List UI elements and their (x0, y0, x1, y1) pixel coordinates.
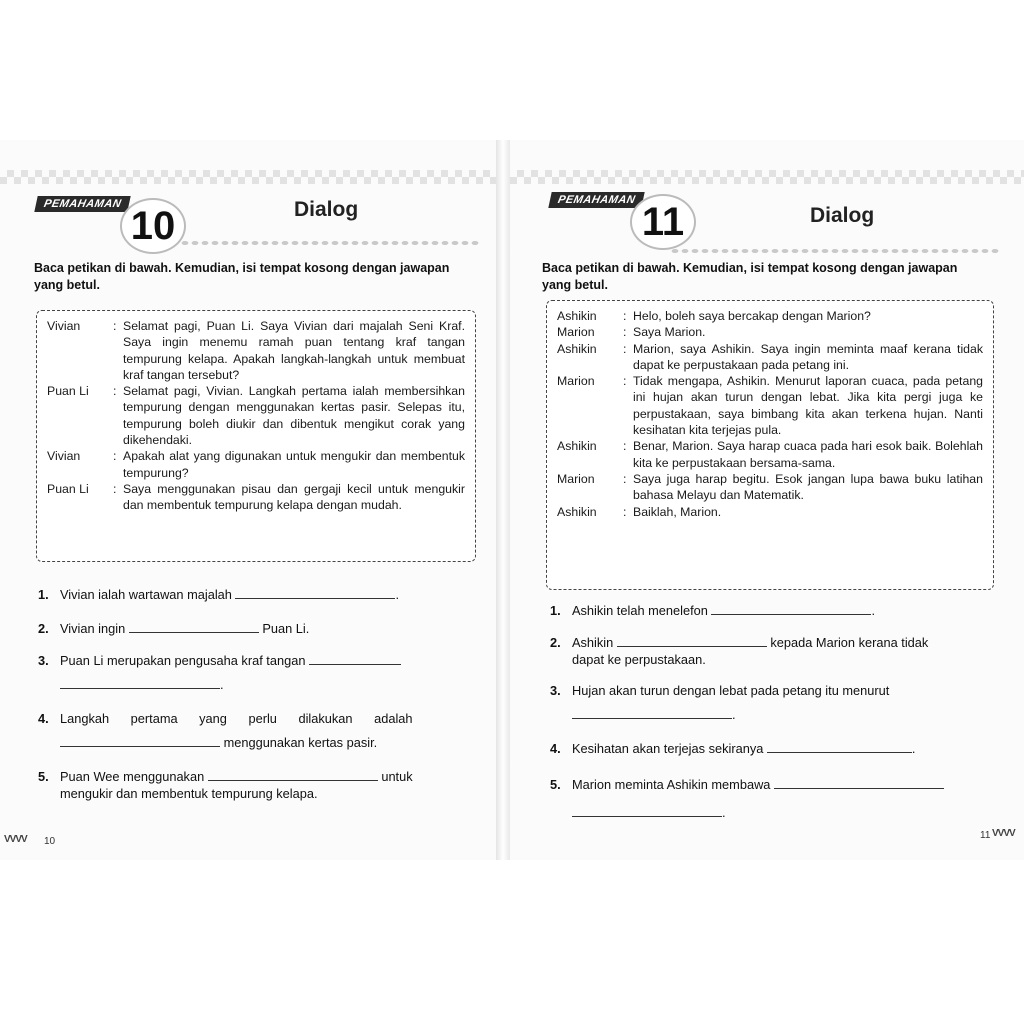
instruction-text: Baca petikan di bawah. Kemudian, isi tempat kosong dengan jawapan yang betul. (34, 261, 450, 292)
question-4: 4. Langkah pertama yang perlu dilakukan adalah menggunakan kertas pasir. (38, 711, 413, 750)
question-4: 4. Kesihatan akan terjejas sekiranya . (550, 741, 916, 756)
speaker-name: Ashikin (557, 341, 597, 356)
answer-blank[interactable] (572, 805, 722, 817)
exercise-title: Dialog (810, 204, 875, 227)
page-number: 10 (44, 836, 56, 847)
speaker-name: Marion (557, 471, 595, 486)
speaker-name: Puan Li (47, 384, 89, 399)
question-3: 3. Puan Li merupakan pengusaha kraf tangan . (38, 652, 478, 693)
dialog-text: Saya juga harap begitu. Esok jangan lupa bawa buku latihan bahasa Melayu dan Matematik. (633, 471, 983, 503)
dialog-text: Benar, Marion. Saya harap cuaca pada hari esok baik. Bolehlah kita ke perpustakaan bersama-sama. (633, 439, 983, 470)
zigzag-ornament: VVVV (4, 834, 27, 845)
speaker-name: Vivian (47, 449, 81, 464)
dialog-text: Baiklah, Marion. (633, 504, 722, 519)
page-number: 11 (980, 830, 991, 841)
speaker-name: Vivian (47, 319, 81, 333)
speaker-name: Marion (557, 374, 595, 389)
answer-blank[interactable] (617, 635, 767, 647)
dialog-text: Helo, boleh saya bercakap dengan Marion? (633, 309, 871, 323)
answer-blank[interactable] (129, 621, 259, 633)
dialog-text: Selamat pagi, Vivian. Langkah pertama ialah membersihkan tempurung dengan menggunakan kertas pasir. Selepas itu, tempurung boleh diukir dan dibentuk mengikut corak yang dikehendaki. (123, 384, 465, 448)
speaker-name: Ashikin (557, 504, 597, 519)
speaker-name: Marion (557, 325, 595, 340)
page-10 (0, 140, 496, 860)
book-gutter (496, 140, 510, 860)
question-1: 1. Ashikin telah menelefon . (550, 603, 875, 618)
exercise-number: 10 (120, 198, 186, 254)
question-2: 2. Vivian ingin Puan Li. (38, 621, 310, 636)
question-1: 1. Vivian ialah wartawan majalah . (38, 587, 400, 602)
zigzag-ornament: VVVV (992, 828, 1015, 839)
speaker-name: Ashikin (557, 439, 597, 454)
page-11 (510, 140, 1024, 860)
speaker-name: Puan Li (47, 481, 89, 496)
dialog-box (546, 300, 994, 590)
answer-blank[interactable] (711, 603, 871, 615)
question-5: 5. Marion meminta Ashikin membawa . (550, 776, 1000, 821)
answer-blank[interactable] (774, 777, 944, 789)
answer-blank[interactable] (235, 587, 395, 599)
dialog-line: Ashikin : Helo, boleh saya bercakap dengan Marion? (557, 308, 983, 324)
dialog-line: Puan Li : Saya menggunakan pisau dan gergaji kecil untuk mengukir dan membentuk tempurung kelapa dengan mudah. (47, 481, 465, 513)
instruction-text: Baca petikan di bawah. Kemudian, isi tempat kosong dengan jawapan yang betul. (542, 261, 958, 292)
dialog-line: Vivian : Apakah alat yang digunakan untuk mengukir dan membentuk tempurung? (47, 449, 465, 480)
section-badge: PEMAHAMAN (34, 196, 131, 212)
question-5: 5. Puan Wee menggunakan untuk mengukir dan membentuk tempurung kelapa. (38, 769, 413, 801)
speaker-name: Ashikin (557, 309, 597, 323)
dialog-box (36, 310, 476, 562)
dialog-line: Ashikin : Marion, saya Ashikin. Saya ingin meminta maaf kerana tidak dapat ke perpustakaan pada petang ini. (557, 341, 983, 372)
dialog-line: Ashikin : Baiklah, Marion. (557, 504, 983, 520)
answer-blank[interactable] (60, 735, 220, 747)
checker-strip (510, 170, 1024, 184)
checker-strip (0, 170, 496, 184)
dialog-text: Selamat pagi, Puan Li. Saya Vivian dari majalah Seni Kraf. Saya ingin menemu ramah puan tentang kraf tangan tempurung kelapa. Apakah langkah-langkah untuk membuat kraf tangan tersebut? (123, 319, 465, 382)
answer-blank[interactable] (767, 741, 912, 753)
dot-strip (670, 248, 1000, 254)
dialog-text: Saya Marion. (633, 325, 706, 340)
dialog-line: Marion : Saya Marion. (557, 324, 983, 340)
open-workbook (0, 140, 1024, 860)
dialog-line: Marion : Saya juga harap begitu. Esok jangan lupa bawa buku latihan bahasa Melayu dan Matematik. (557, 471, 983, 503)
dialog-text: Tidak mengapa, Ashikin. Menurut laporan cuaca, pada petang ini hujan akan turun dengan lebat. Jika kita pergi juga ke perpustakaan, saya bimbang kita akan terkena hujan. Nanti kesihatan kita terjejas pula. (633, 374, 983, 438)
dialog-line: Vivian : Selamat pagi, Puan Li. Saya Vivian dari majalah Seni Kraf. Saya ingin menemu ramah puan tentang kraf tangan tempurung kelapa. Apakah langkah-langkah untuk membuat kraf tangan tersebut? (47, 319, 465, 382)
section-badge: PEMAHAMAN (548, 192, 645, 208)
dialog-line: Marion : Tidak mengapa, Ashikin. Menurut laporan cuaca, pada petang ini hujan akan turun dengan lebat. Jika kita pergi juga ke perpustakaan, saya bimbang kita akan terkena hujan. Nanti kesihatan kita terjejas pula. (557, 374, 983, 438)
dialog-line: Ashikin : Benar, Marion. Saya harap cuaca pada hari esok baik. Bolehlah kita ke perpustakaan bersama-sama. (557, 439, 983, 470)
question-3: 3. Hujan akan turun dengan lebat pada petang itu menurut . (550, 683, 890, 722)
answer-blank[interactable] (208, 769, 378, 781)
answer-blank[interactable] (572, 707, 732, 719)
dialog-text: Saya menggunakan pisau dan gergaji kecil untuk mengukir dan membentuk tempurung kelapa dengan mudah. (123, 481, 465, 513)
answer-blank[interactable] (309, 653, 401, 665)
exercise-title: Dialog (294, 198, 359, 221)
dialog-line: Puan Li : Selamat pagi, Vivian. Langkah pertama ialah membersihkan tempurung dengan menggunakan kertas pasir. Selepas itu, tempurung boleh diukir dan dibentuk mengikut corak yang dikehendaki. (47, 384, 465, 448)
exercise-number: 11 (630, 194, 696, 250)
answer-blank[interactable] (60, 677, 220, 689)
dialog-text: Apakah alat yang digunakan untuk mengukir dan membentuk tempurung? (123, 449, 465, 480)
question-2: 2. Ashikin kepada Marion kerana tidak dapat ke perpustakaan. (550, 635, 929, 667)
dialog-text: Marion, saya Ashikin. Saya ingin meminta maaf kerana tidak dapat ke perpustakaan pada petang ini. (633, 341, 983, 372)
dot-strip (180, 240, 480, 246)
